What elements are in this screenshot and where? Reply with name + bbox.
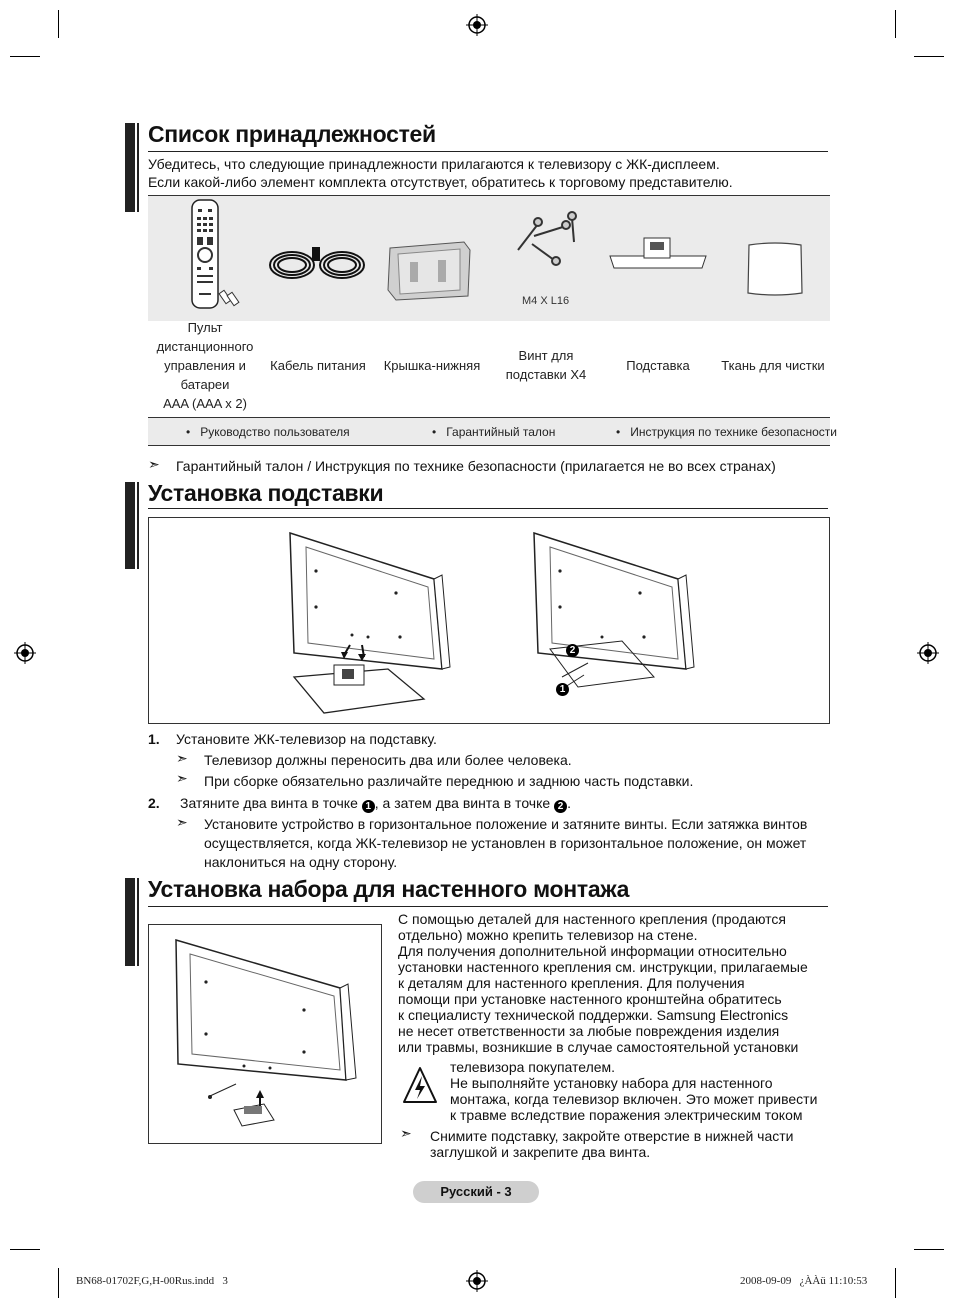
registration-mark-icon	[466, 14, 488, 36]
item-label-screws: Винт для подставки X4	[505, 348, 587, 382]
stand-screws-icon	[508, 210, 588, 266]
step1-text: Установите ЖК-телевизор на подставку.	[176, 731, 437, 747]
screw-spec-label: M4 X L16	[522, 295, 570, 307]
step1-number: 1.	[148, 731, 160, 747]
section-bar	[125, 482, 139, 569]
item-label-stand: Подставка	[626, 358, 690, 373]
page-number-label: Русский - 3	[413, 1181, 539, 1203]
cleaning-cloth-icon	[745, 241, 805, 299]
tv-on-stand-illustration	[284, 527, 454, 717]
section-bar	[125, 123, 139, 212]
power-cable-icon	[266, 243, 370, 285]
registration-mark-icon	[14, 642, 36, 664]
note-arrow-icon: ➣	[176, 770, 188, 786]
note-arrow-icon: ➣	[400, 1125, 412, 1141]
registration-mark-icon	[917, 642, 939, 664]
footer-timestamp: 2008-09-09 ¿ÀÀü 11:10:53	[740, 1275, 868, 1287]
crop-mark	[914, 1249, 944, 1250]
crop-mark	[895, 10, 896, 38]
crop-mark	[10, 1249, 40, 1250]
step1-note1: Телевизор должны переносить два или более человека.	[204, 752, 572, 768]
crop-mark	[10, 56, 40, 57]
wall-warning: телевизора покупателем. Не выполняйте установку набора для настенного монтажа, когда телевизор включен. Это может привести к травме вследствие поражения электрическим током	[450, 1059, 818, 1123]
tv-screws-illustration	[528, 527, 698, 697]
marker-1-badge: 1	[556, 683, 569, 696]
stand-illustration-frame	[148, 517, 830, 724]
crop-mark	[58, 1268, 59, 1298]
crop-mark	[895, 1268, 896, 1298]
registration-mark-icon	[466, 1270, 488, 1292]
item-label-cable: Кабель питания	[270, 358, 366, 373]
section-title-wall: Установка набора для настенного монтажа	[148, 876, 630, 902]
section-rule	[148, 906, 828, 907]
wall-text: С помощью деталей для настенного крепления (продаются отдельно) можно крепить телевизор на стене. Для получения дополнительной информации относительно установки настенного крепления см. инструкции, прилагаемые к деталям для настенного крепления. Для получения помощи при установке настенного кронштейна обратитесь к специалисту технической поддержки. Samsung Electronics не несет ответственности за любые повреждения изделия или травмы, возникшие в случае самостоятельной установки	[398, 911, 808, 1055]
doc-item: • Руководство пользователя	[186, 425, 350, 439]
wall-note: Снимите подставку, закройте отверстие в нижней части заглушкой и закрепите два винта.	[430, 1128, 794, 1160]
section-rule	[148, 151, 828, 152]
electric-shock-warning-icon	[402, 1066, 438, 1104]
accessories-image-band	[148, 195, 830, 321]
step1-note2: При сборке обязательно различайте переднюю и заднюю часть подставки.	[204, 773, 694, 789]
note-arrow-icon: ➣	[148, 456, 160, 472]
bottom-cover-icon	[384, 240, 474, 304]
item-label-cover: Крышка-нижняя	[383, 358, 481, 373]
note-arrow-icon: ➣	[176, 750, 188, 766]
section-rule	[148, 508, 828, 509]
doc-item: • Инструкция по технике безопасности	[616, 425, 838, 439]
marker-2-badge: 2	[566, 644, 579, 657]
section-title-stand: Установка подставки	[148, 480, 384, 506]
footer-file-name: BN68-01702F,G,H-00Rus.indd 3	[76, 1275, 228, 1287]
table-top-rule	[148, 195, 830, 196]
item-label-remote: Пульт дистанционного управления и батареи AAA (AAA x 2)	[156, 320, 254, 411]
accessories-intro-line2: Если какой-либо элемент комплекта отсутствует, обратитесь к торговому представителю.	[148, 174, 733, 190]
accessories-note: Гарантийный талон / Инструкция по технике безопасности (прилагается не во всех странах)	[176, 458, 776, 474]
marker-1-inline: 1	[362, 800, 375, 813]
marker-2-inline: 2	[554, 800, 567, 813]
note-arrow-icon: ➣	[176, 814, 188, 830]
step2-text: Затяните два винта в точке 1 , а затем два винта в точке 2 .	[180, 795, 571, 812]
section-bar	[125, 878, 139, 966]
step2-note: Установите устройство в горизонтальное положение и затяните винты. Если затяжка винтов осуществляется, когда ЖК-телевизор не установлен в горизонтальное положение, он может наклониться на одну сторону.	[204, 816, 808, 870]
step2-number: 2.	[148, 795, 160, 811]
stand-icon	[606, 230, 710, 274]
table-rule	[148, 445, 830, 446]
crop-mark	[914, 56, 944, 57]
accessories-intro-line1: Убедитесь, что следующие принадлежности прилагаются к телевизору с ЖК-дисплеем.	[148, 156, 720, 172]
doc-item: • Гарантийный талон	[432, 425, 556, 439]
section-title-accessories: Список принадлежностей	[148, 121, 436, 147]
wall-mount-illustration	[170, 934, 370, 1134]
crop-mark	[58, 10, 59, 38]
item-label-cloth: Ткань для чистки	[721, 358, 825, 373]
remote-control-icon	[186, 199, 246, 311]
